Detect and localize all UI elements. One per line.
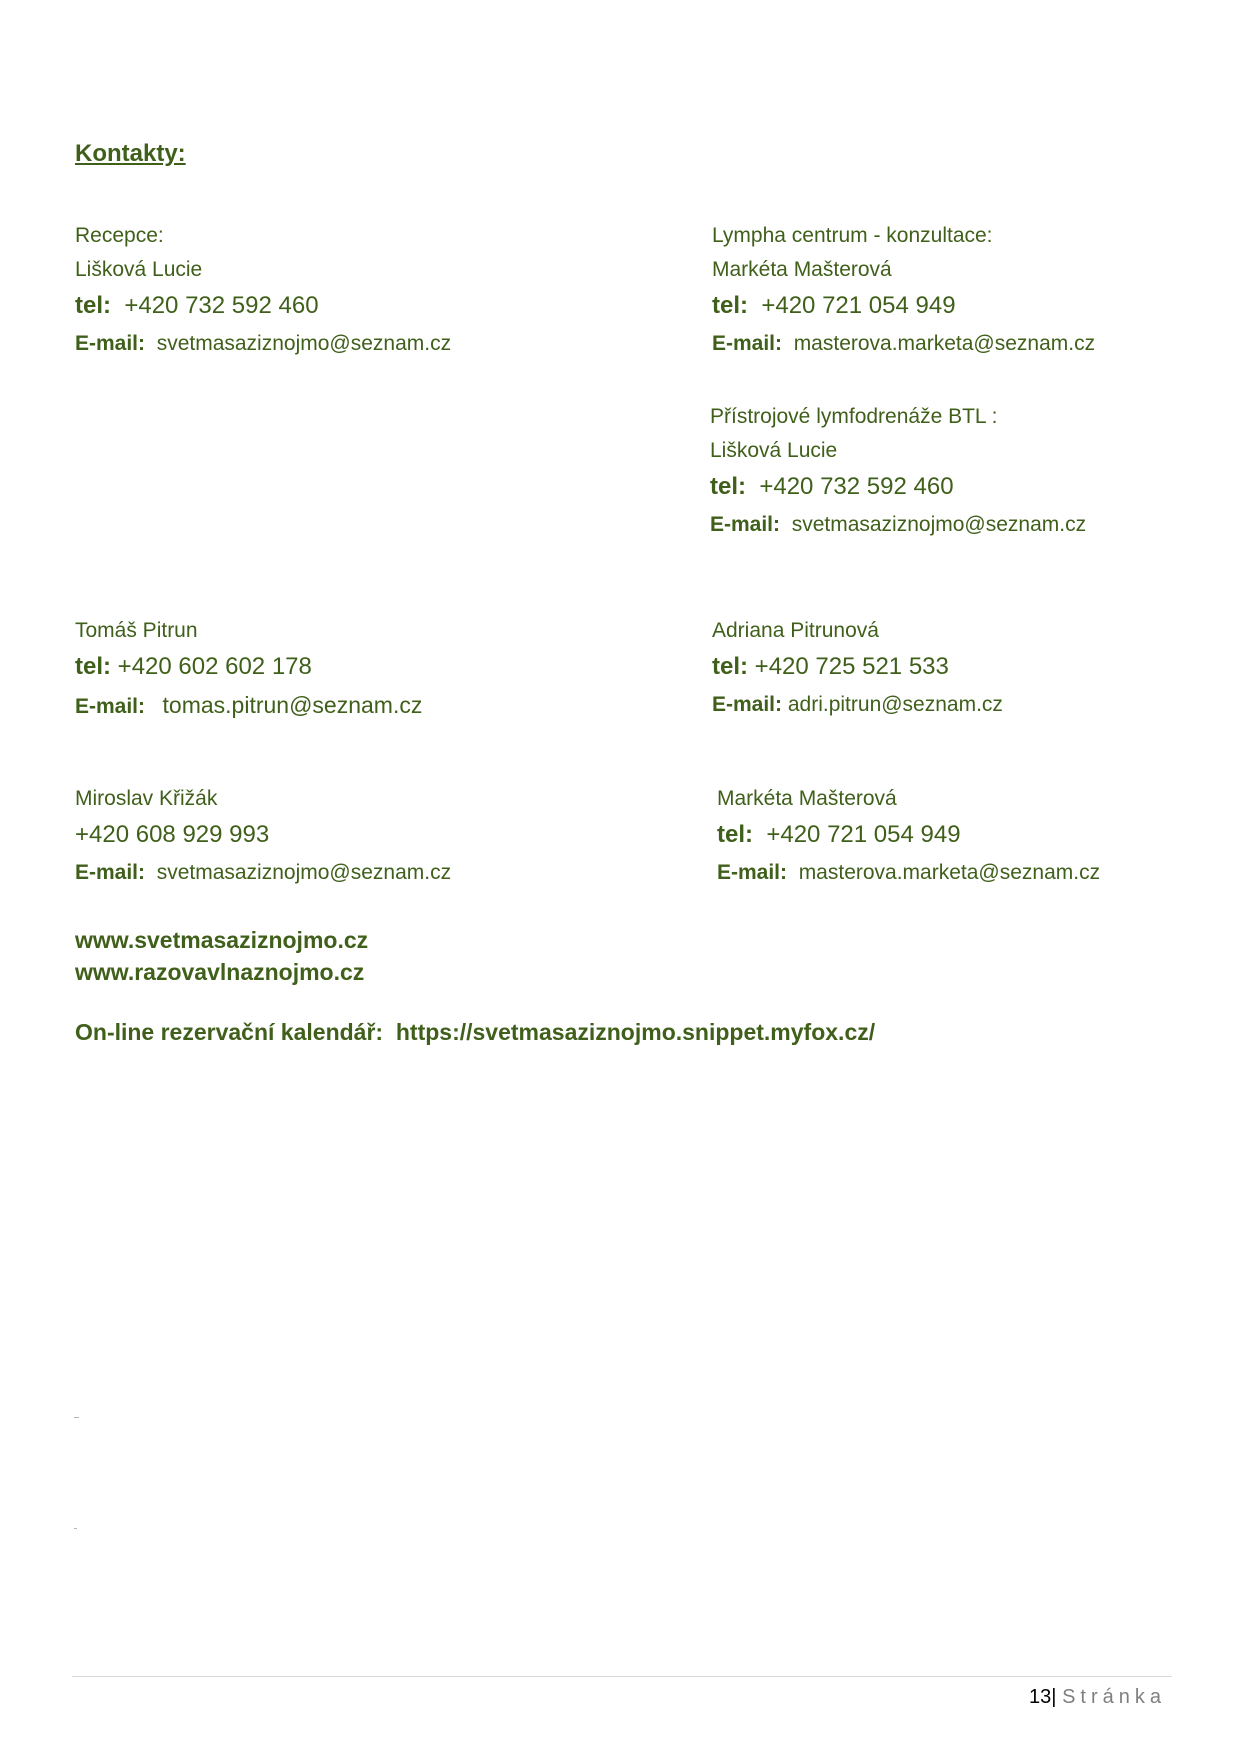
tel-label: tel: xyxy=(717,821,753,848)
stray-mark xyxy=(74,1528,77,1529)
email-address[interactable]: svetmasaziznojmo@seznam.cz xyxy=(156,861,452,884)
email-label: E-mail: xyxy=(717,861,788,884)
contact-miroslav-krizak xyxy=(75,782,451,892)
footer-divider xyxy=(72,1676,1172,1677)
tel-label: tel: xyxy=(75,653,111,680)
phone-number[interactable]: +420 725 521 533 xyxy=(754,653,949,680)
contact-phone-line xyxy=(717,816,1100,854)
page-number: 13 xyxy=(1029,1686,1052,1708)
phone-number[interactable]: +420 608 929 993 xyxy=(75,821,270,848)
footer-separator: | xyxy=(1051,1686,1057,1708)
email-address[interactable]: adri.pitrun@seznam.cz xyxy=(787,693,1003,716)
email-label: E-mail: xyxy=(710,513,781,536)
tel-label: tel: xyxy=(710,473,746,500)
contact-lympha xyxy=(712,219,1095,363)
email-label: E-mail: xyxy=(712,693,783,716)
contact-btl xyxy=(710,400,1086,544)
contact-phone-line xyxy=(75,287,451,325)
contact-email-line xyxy=(75,854,451,892)
tel-label: tel: xyxy=(712,653,748,680)
email-label: E-mail: xyxy=(75,695,146,718)
contact-tomas-pitrun xyxy=(75,614,422,724)
contact-name: Tomáš Pitrun xyxy=(75,619,198,642)
phone-number[interactable]: +420 602 602 178 xyxy=(117,653,312,680)
contact-name: Markéta Mašterová xyxy=(717,787,897,810)
contact-email-line xyxy=(712,325,1095,363)
booking-label: On-line rezervační kalendář: xyxy=(75,1019,384,1045)
tel-label: tel: xyxy=(75,292,111,319)
contact-phone-line xyxy=(710,468,1086,506)
contact-name: Markéta Mašterová xyxy=(712,258,892,281)
contact-marketa-masterova xyxy=(717,782,1100,892)
footer-page-word: Stránka xyxy=(1062,1686,1166,1708)
contact-name: Miroslav Křižák xyxy=(75,787,218,810)
contact-email-line xyxy=(717,854,1100,892)
booking-url-link[interactable]: https://svetmasaziznojmo.snippet.myfox.cz/ xyxy=(395,1019,876,1045)
page-footer xyxy=(1029,1686,1166,1709)
email-address[interactable]: masterova.marketa@seznam.cz xyxy=(793,332,1096,355)
contact-phone-line xyxy=(75,816,451,854)
phone-number[interactable]: +420 721 054 949 xyxy=(766,821,961,848)
email-address[interactable]: tomas.pitrun@seznam.cz xyxy=(162,692,423,718)
contact-recepce xyxy=(75,219,451,363)
contact-email-line xyxy=(75,686,422,724)
contact-role: Přístrojové lymfodrenáže BTL : xyxy=(710,405,998,428)
phone-number[interactable]: +420 732 592 460 xyxy=(759,473,954,500)
contact-name: Lišková Lucie xyxy=(710,439,838,462)
email-address[interactable]: svetmasaziznojmo@seznam.cz xyxy=(156,332,452,355)
contact-phone-line xyxy=(75,648,422,686)
contact-email-line xyxy=(710,506,1086,544)
contact-role: Recepce: xyxy=(75,224,164,247)
phone-number[interactable]: +420 732 592 460 xyxy=(124,292,319,319)
email-address[interactable]: svetmasaziznojmo@seznam.cz xyxy=(791,513,1087,536)
contact-email-line xyxy=(712,686,1003,724)
contact-name: Lišková Lucie xyxy=(75,258,203,281)
contact-name: Adriana Pitrunová xyxy=(712,619,879,642)
contact-adriana-pitrunova xyxy=(712,614,1003,724)
contact-role: Lympha centrum - konzultace: xyxy=(712,224,993,247)
contact-phone-line xyxy=(712,287,1095,325)
contact-phone-line xyxy=(712,648,1003,686)
email-label: E-mail: xyxy=(75,332,146,355)
booking-line xyxy=(75,1016,875,1048)
email-label: E-mail: xyxy=(712,332,783,355)
contact-email-line xyxy=(75,325,451,363)
page-heading: Kontakty: xyxy=(75,140,186,167)
website-link-razovavlna[interactable]: www.razovavlnaznojmo.cz xyxy=(75,959,365,985)
website-link-svetmasazi[interactable]: www.svetmasaziznojmo.cz xyxy=(75,927,369,953)
email-label: E-mail: xyxy=(75,861,146,884)
stray-mark xyxy=(74,1417,79,1418)
tel-label: tel: xyxy=(712,292,748,319)
email-address[interactable]: masterova.marketa@seznam.cz xyxy=(798,861,1101,884)
phone-number[interactable]: +420 721 054 949 xyxy=(761,292,956,319)
